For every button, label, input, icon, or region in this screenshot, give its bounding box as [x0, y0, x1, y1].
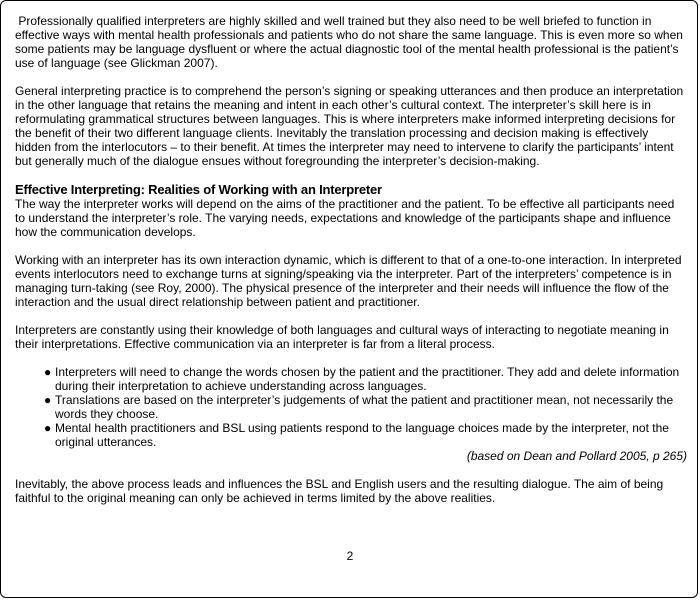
- list-item: [44, 421, 687, 449]
- section-heading: Effective Interpreting: Realities of Working with an Interpreter: [15, 182, 382, 197]
- list-item: [44, 365, 687, 393]
- bullet-list: [15, 365, 687, 449]
- list-item-text: Mental health practitioners and BSL using patients respond to the language choices made by the interpreter, not the original utterances.: [55, 421, 669, 449]
- bullet-icon: ●: [44, 421, 52, 435]
- section-paragraph: The way the interpreter works will depend on the aims of the practitioner and the patient. To be effective all participants need to understand the interpreter’s role. The varying needs, expectations and knowledge of the participants shape and influence how the communication develops.: [15, 197, 675, 239]
- list-item-text: Interpreters will need to change the words chosen by the patient and the practitioner. They add and delete information during their interpretation to achieve understanding across languages.: [55, 365, 680, 393]
- bullet-icon: ●: [44, 393, 52, 407]
- section-paragraph: Interpreters are constantly using their knowledge of both languages and cultural ways of interacting to negotiate meaning in their interpretations. Effective communication via an interpreter is far from a literal process.: [15, 323, 669, 351]
- citation: (based on Dean and Pollard 2005, p 265): [466, 449, 687, 463]
- intro-paragraph: Professionally qualified interpreters are highly skilled and well trained but they also need to be well briefed to function in effective ways with mental health professionals and patients who do not share the same language. This is even more so when some patients may be language dysfluent or where the actual diagnostic tool of the mental health professional is the patient’s use of language (see Glickman 2007).: [15, 14, 687, 70]
- list-item-text: Translations are based on the interpreter’s judgements of what the patient and practitioner mean, not necessarily the words they choose.: [55, 393, 674, 421]
- bullet-icon: ●: [44, 365, 52, 379]
- list-item: [44, 393, 687, 421]
- intro-paragraph: General interpreting practice is to comprehend the person’s signing or speaking utterances and then produce an interpretation in the other language that retains the meaning and intent in each other’s cultural context. The interpreter’s skill here is in reformulating grammatical structures between languages. This is where interpreters make informed interpreting decisions for the benefit of their two different language clients. Inevitably the translation processing and decision making is effectively hidden from the interlocutors – to their benefit. At times the interpreter may need to intervene to clarify the participants’ intent but generally much of the dialogue ensues without foregrounding the interpreter’s decision-making.: [15, 84, 684, 168]
- page-content: [15, 14, 687, 519]
- page-number: 2: [346, 549, 354, 563]
- closing-paragraph: Inevitably, the above process leads and influences the BSL and English users and the resulting dialogue. The aim of being faithful to the original meaning can only be achieved in terms limited by the above realities.: [15, 477, 664, 505]
- section-paragraph: Working with an interpreter has its own interaction dynamic, which is different to that of a one-to-one interaction. In interpreted events interlocutors need to exchange turns at signing/speaking via the interpreter. Part of the interpreters’ competence is in managing turn-taking (see Roy, 2000). The physical presence of the interpreter and their needs will influence the flow of the interaction and the usual direct relationship between patient and practitioner.: [15, 253, 682, 309]
